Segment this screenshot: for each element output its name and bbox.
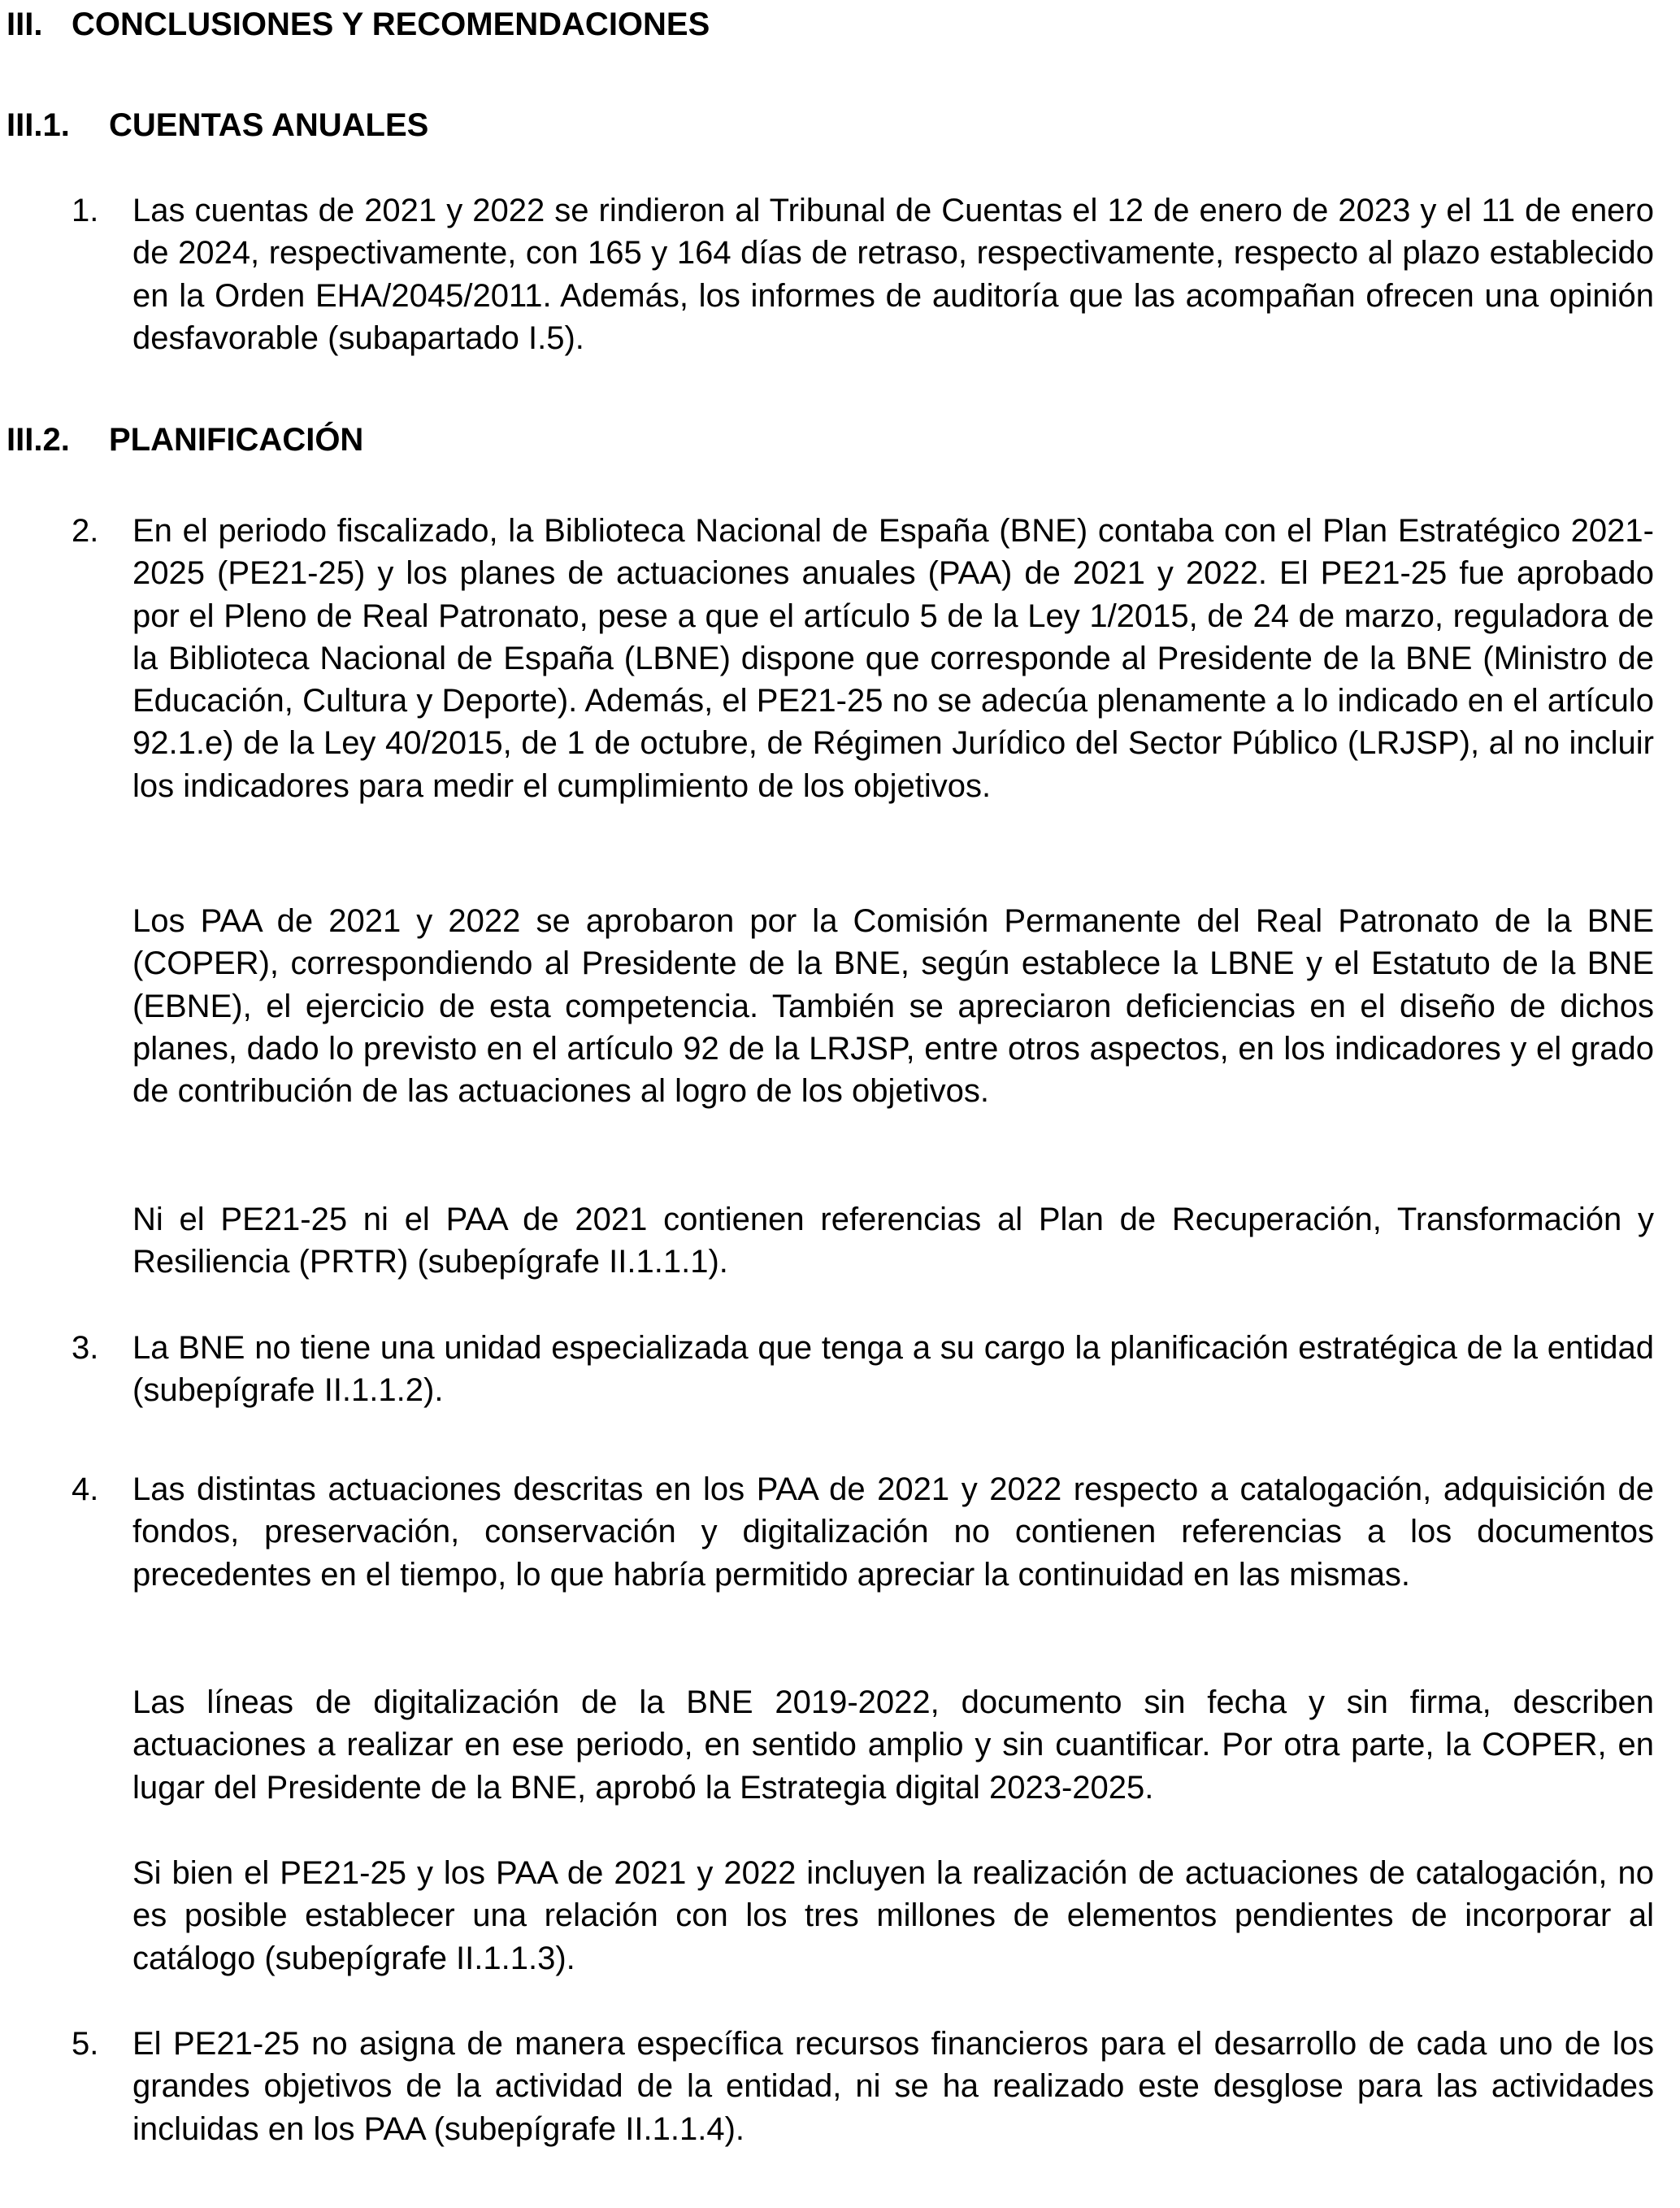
subsection-heading-planificacion xyxy=(7,419,363,461)
item-number: 2. xyxy=(72,513,99,549)
item-paragraph: Los PAA de 2021 y 2022 se aprobaron por la Comisión Permanente del Real Patronato de la BNE (COPER), correspondiendo al Presidente de la BNE, según establece la LBNE y el Estatuto de la BNE (EBNE), el ejercicio de esta competencia. También se apreciaron deficiencias en el diseño de dichos planes, dado lo previsto en el artículo 92 de la LRJSP, entre otros aspectos, en los indicadores y el grado de contribución de las actuaciones al logro de los objetivos. xyxy=(132,903,1654,1110)
subsection-number: III.1. xyxy=(7,107,70,143)
item-number: 4. xyxy=(72,1471,99,1507)
item-paragraph: Ni el PE21-25 ni el PAA de 2021 contienen referencias al Plan de Recuperación, Transformación y Resiliencia (PRTR) (subepígrafe II.1.1.1). xyxy=(132,1202,1654,1280)
subsection-title: PLANIFICACIÓN xyxy=(109,422,364,458)
section-heading xyxy=(7,3,710,46)
section-title: CONCLUSIONES Y RECOMENDACIONES xyxy=(72,7,710,42)
item-paragraph: Las líneas de digitalización de la BNE 2019-2022, documento sin fecha y sin firma, describen actuaciones a realizar en ese periodo, en sentido amplio y sin cuantificar. Por otra parte, la COPER, en lugar del Presidente de la BNE, aprobó la Estrategia digital 2023-2025. xyxy=(132,1684,1654,1806)
item-number: 1. xyxy=(72,193,99,228)
subsection-title: CUENTAS ANUALES xyxy=(109,107,429,143)
item-paragraph: La BNE no tiene una unidad especializada que tenga a su cargo la planificación estratégica de la entidad (subepígrafe II.1.1.2). xyxy=(132,1330,1654,1409)
item-paragraph: Si bien el PE21-25 y los PAA de 2021 y 2022 incluyen la realización de actuaciones de catalogación, no es posible establecer una relación con los tres millones de elementos pendientes de incorporar al catálogo (subepígrafe II.1.1.3). xyxy=(132,1855,1654,1976)
item-paragraph: En el periodo fiscalizado, la Biblioteca Nacional de España (BNE) contaba con el Plan Estratégico 2021-2025 (PE21-25) y los planes de actuaciones anuales (PAA) de 2021 y 2022. El PE21-25 fue aprobado por el Pleno de Real Patronato, pese a que el artículo 5 de la Ley 1/2015, de 24 de marzo, reguladora de la Biblioteca Nacional de España (LBNE) dispone que corresponde al Presidente de la BNE (Ministro de Educación, Cultura y Deporte). Además, el PE21-25 no se adecúa plenamente a lo indicado en el artículo 92.1.e) de la Ley 40/2015, de 1 de octubre, de Régimen Jurídico del Sector Público (LRJSP), al no incluir los indicadores para medir el cumplimiento de los objetivos. xyxy=(132,513,1654,804)
subsection-number: III.2. xyxy=(7,422,70,458)
item-paragraph: Las distintas actuaciones descritas en los PAA de 2021 y 2022 respecto a catalogación, adquisición de fondos, preservación, conservación y digitalización no contienen referencias a los documentos precedentes en el tiempo, lo que habría permitido apreciar la continuidad en las mismas. xyxy=(132,1471,1654,1593)
section-number: III. xyxy=(7,7,43,42)
item-number: 3. xyxy=(72,1330,99,1366)
item-paragraph: El PE21-25 no asigna de manera específica recursos financieros para el desarrollo de cada uno de los grandes objetivos de la actividad de la entidad, ni se ha realizado este desglose para las actividades incluidas en los PAA (subepígrafe II.1.1.4). xyxy=(132,2026,1654,2147)
subsection-heading-cuentas-anuales xyxy=(7,104,428,146)
item-paragraph: Las cuentas de 2021 y 2022 se rindieron al Tribunal de Cuentas el 12 de enero de 2023 y el 11 de enero de 2024, respectivamente, con 165 y 164 días de retraso, respectivamente, respecto al plazo establecido en la Orden EHA/2045/2011. Además, los informes de auditoría que las acompañan ofrecen una opinión desfavorable (subapartado I.5). xyxy=(132,193,1654,356)
item-number: 5. xyxy=(72,2026,99,2062)
